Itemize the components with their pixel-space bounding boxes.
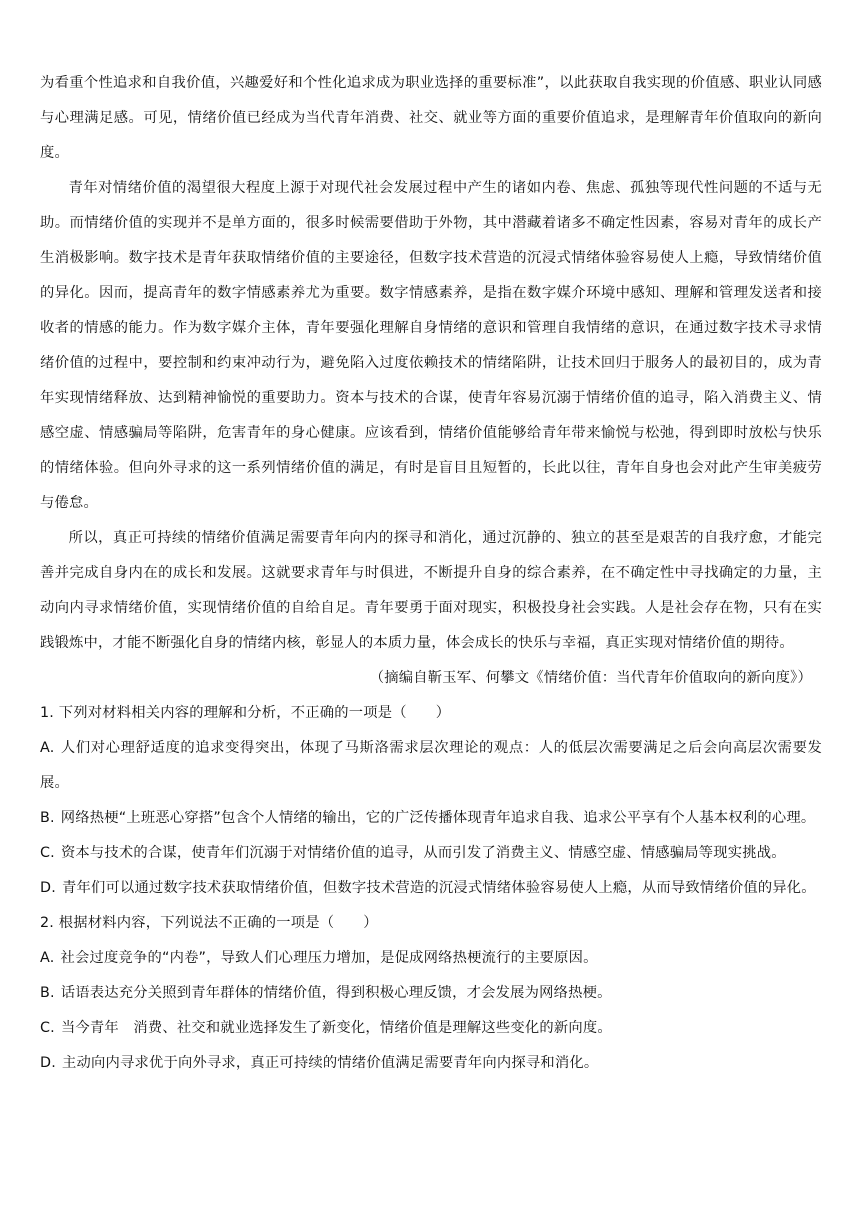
option-label: C.	[40, 1020, 55, 1036]
passage-source: （摘编自靳玉军、何攀文《情绪价值：当代青年价值取向的新向度》）	[369, 670, 812, 686]
question-stem: 1. 下列对材料相关内容的理解和分析，不正确的一项是（ ）	[40, 705, 451, 721]
passage-paragraph-continued: 为看重个性追求和自我价值，兴趣爱好和个性化追求成为职业选择的重要标准”，以此获取自我实现的价值感、职业认同感与心理满足感。可见，情绪价值已经成为当代青年消费、社交、就业等方面的重要价值追求，是理解青年价值取向的新向度。	[40, 75, 822, 161]
option-text: 主动向内寻求优于向外寻求，真正可持续的情绪价值满足需要青年向内探寻和消化。	[61, 1055, 599, 1071]
option-label: A.	[40, 740, 55, 756]
option-a[interactable]	[40, 731, 822, 801]
option-text: 话语表达充分关照到青年群体的情绪价值，得到积极心理反馈，才会发展为网络热梗。	[60, 985, 612, 1001]
question-2	[40, 906, 822, 1081]
option-b[interactable]	[40, 976, 822, 1011]
option-label: A.	[40, 950, 55, 966]
option-c[interactable]	[40, 836, 822, 871]
document-page	[40, 66, 822, 1081]
option-text: 青年们可以通过数字技术获取情绪价值，但数字技术营造的沉浸式情绪体验容易使人上瘾，从而导致情绪价值的异化。	[61, 880, 816, 896]
option-label: C.	[40, 845, 55, 861]
option-b[interactable]	[40, 801, 822, 836]
option-label: D.	[40, 880, 56, 896]
option-d[interactable]	[40, 1046, 822, 1081]
option-label: B.	[40, 810, 55, 826]
option-d[interactable]	[40, 871, 822, 906]
passage-paragraph: 所以，真正可持续的情绪价值满足需要青年向内的探寻和消化，通过沉静的、独立的甚至是艰苦的自我疗愈，才能完善并完成自身内在的成长和发展。这就要求青年与时俱进，不断提升自身的综合素养，在不确定性中寻找确定的力量，主动向内寻求情绪价值，实现情绪价值的自给自足。青年要勇于面对现实，积极投身社会实践。人是社会存在物，只有在实践锻炼中，才能不断强化自身的情绪内核，彰显人的本质力量，体会成长的快乐与幸福，真正实现对情绪价值的期待。	[40, 530, 822, 651]
option-text: 社会过度竞争的“内卷”，导致人们心理压力增加，是促成网络热梗流行的主要原因。	[60, 950, 598, 966]
option-c[interactable]	[40, 1011, 822, 1046]
option-text: 当今青年 消费、社交和就业选择发生了新变化，情绪价值是理解这些变化的新向度。	[60, 1020, 612, 1036]
option-a[interactable]	[40, 941, 822, 976]
question-stem: 2. 根据材料内容，下列说法不正确的一项是（ ）	[40, 915, 378, 931]
passage-paragraph: 青年对情绪价值的渴望很大程度上源于对现代社会发展过程中产生的诸如内卷、焦虑、孤独等现代性问题的不适与无助。而情绪价值的实现并不是单方面的，很多时候需要借助于外物，其中潜藏着诸多不确定性因素，容易对青年的成长产生消极影响。数字技术是青年获取情绪价值的主要途径，但数字技术营造的沉浸式情绪体验容易使人上瘾，导致情绪价值的异化。因而，提高青年的数字情感素养尤为重要。数字情感素养，是指在数字媒介环境中感知、理解和管理发送者和接收者的情感的能力。作为数字媒介主体，青年要强化理解自身情绪的意识和管理自我情绪的意识，在通过数字技术寻求情绪价值的过程中，要控制和约束冲动行为，避免陷入过度依赖技术的情绪陷阱，让技术回归于服务人的最初目的，成为青年实现情绪释放、达到精神愉悦的重要助力。资本与技术的合谋，使青年容易沉溺于情绪价值的追寻，陷入消费主义、情感空虚、情感骗局等陷阱，危害青年的身心健康。应该看到，情绪价值能够给青年带来愉悦与松弛，得到即时放松与快乐的情绪体验。但向外寻求的这一系列情绪价值的满足，有时是盲目且短暂的，长此以往，青年自身也会对此产生审美疲劳与倦怠。	[40, 180, 822, 511]
question-1	[40, 696, 822, 906]
option-text: 资本与技术的合谋，使青年们沉溺于对情绪价值的追寻，从而引发了消费主义、情感空虚、情感骗局等现实挑战。	[60, 845, 786, 861]
option-label: B.	[40, 985, 55, 1001]
option-text: 网络热梗“上班恶心穿搭”包含个人情绪的输出，它的广泛传播体现青年追求自我、追求公平享有个人基本权利的心理。	[60, 810, 816, 826]
option-text: 人们对心理舒适度的追求变得突出，体现了马斯洛需求层次理论的观点：人的低层次需要满足之后会向高层次需要发展。	[40, 740, 822, 791]
option-label: D.	[40, 1055, 56, 1071]
